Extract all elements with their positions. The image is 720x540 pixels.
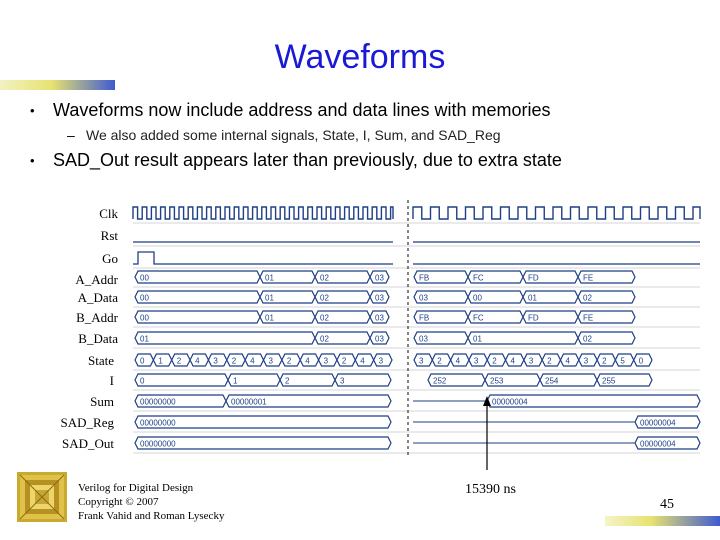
- title-accent-bar: [0, 80, 115, 90]
- state-value: 0: [638, 356, 644, 366]
- state-value: 2: [547, 356, 552, 366]
- signal-label-go: Go: [102, 251, 118, 266]
- state-value: 3: [268, 356, 273, 366]
- signal-label-sum: Sum: [90, 394, 114, 409]
- a-data-value: 00: [473, 293, 482, 303]
- b-data-value: 02: [583, 334, 592, 344]
- state-value: 3: [213, 356, 218, 366]
- state-value: 4: [250, 356, 255, 366]
- b-addr-value: FE: [583, 313, 594, 323]
- state-value: 3: [323, 356, 329, 366]
- b-data-segment: [468, 332, 578, 344]
- a-addr-value: FE: [583, 273, 594, 283]
- bullet-marker: •: [30, 153, 35, 168]
- i-value: 254: [545, 376, 559, 386]
- state-value: 4: [305, 356, 310, 366]
- state-value: 4: [455, 356, 461, 366]
- sum-value: 00000004: [492, 397, 528, 407]
- a-addr-value: 02: [320, 273, 329, 283]
- signal-label-state: State: [88, 353, 114, 368]
- state-value: 3: [473, 356, 479, 366]
- a-data-value: 03: [375, 293, 384, 303]
- clk-waveform: [413, 207, 700, 219]
- state-value: 4: [565, 356, 570, 366]
- signal-label-clk: Clk: [99, 206, 118, 221]
- state-value: 0: [140, 356, 145, 366]
- state-value: 3: [378, 356, 384, 366]
- signal-label-sad-reg: SAD_Reg: [60, 415, 114, 430]
- b-data-value: 03: [375, 334, 384, 344]
- a-addr-value: FB: [419, 273, 430, 283]
- b-addr-value: 03: [375, 313, 384, 323]
- state-value: 2: [231, 356, 237, 366]
- a-data-segment: [135, 291, 260, 303]
- b-addr-value: FB: [419, 313, 430, 323]
- signal-label-rst: Rst: [100, 228, 118, 243]
- a-addr-value: FD: [528, 273, 539, 283]
- page-number: 45: [660, 497, 674, 512]
- digital-design-logo: [17, 472, 67, 522]
- b-addr-value: 02: [320, 313, 329, 323]
- signal-label-i: I: [109, 373, 114, 388]
- a-addr-value: 01: [265, 273, 274, 283]
- go-waveform: [133, 252, 393, 264]
- a-addr-segment: [135, 271, 260, 283]
- a-data-value: 03: [419, 293, 428, 303]
- signal-label-a-data: A_Data: [77, 290, 118, 305]
- a-addr-value: FC: [473, 273, 484, 283]
- b-data-value: 01: [140, 334, 149, 344]
- state-value: 1: [158, 356, 163, 366]
- b-addr-segment: [135, 311, 260, 323]
- bullet-text-2: SAD_Out result appears later than previously, due to extra state: [53, 150, 562, 170]
- a-addr-value: 03: [375, 273, 384, 283]
- bullet-text-1: Waveforms now include address and data lines with memories: [53, 100, 551, 120]
- footer-line-1: Verilog for Digital Design: [78, 482, 194, 494]
- signal-label-b-data: B_Data: [78, 331, 118, 346]
- b-addr-value: FC: [473, 313, 484, 323]
- i-value: 255: [602, 376, 616, 386]
- state-value: 2: [341, 356, 347, 366]
- sad-reg-value: 00000000: [140, 418, 176, 428]
- i-value: 3: [340, 376, 345, 386]
- state-value: 2: [602, 356, 607, 366]
- state-value: 3: [419, 356, 424, 366]
- b-addr-value: 01: [265, 313, 274, 323]
- sub-bullet-dash: –: [67, 127, 75, 143]
- state-value: 2: [176, 356, 182, 366]
- i-value: 1: [233, 376, 238, 386]
- state-value: 3: [528, 356, 534, 366]
- corner-accent-bar: [605, 516, 720, 526]
- a-data-value: 01: [528, 293, 537, 303]
- a-data-value: 01: [265, 293, 274, 303]
- waveform-panel: [0, 195, 720, 495]
- i-value: 252: [433, 376, 447, 386]
- signal-label-sad-out: SAD_Out: [61, 436, 114, 451]
- state-value: 5: [620, 356, 625, 366]
- a-addr-value: 00: [140, 273, 149, 283]
- a-data-value: 00: [140, 293, 149, 303]
- clk-waveform: [133, 207, 393, 219]
- sum-value: 00000000: [140, 397, 176, 407]
- b-data-segment: [135, 332, 315, 344]
- state-value: 2: [437, 356, 442, 366]
- sad-reg-value: 00000004: [640, 418, 676, 428]
- sad-out-value: 00000000: [140, 439, 176, 449]
- b-addr-value: FD: [528, 313, 539, 323]
- footer-line-3: Frank Vahid and Roman Lysecky: [78, 510, 225, 522]
- i-value: 2: [285, 376, 290, 386]
- state-value: 3: [583, 356, 589, 366]
- signal-label-b-addr: B_Addr: [76, 310, 118, 325]
- i-value: 0: [140, 376, 145, 386]
- sad-out-value: 00000004: [640, 439, 676, 449]
- state-value: 2: [286, 356, 292, 366]
- state-value: 4: [195, 356, 200, 366]
- b-data-value: 01: [473, 334, 482, 344]
- signal-label-a-addr: A_Addr: [75, 272, 118, 287]
- b-addr-value: 00: [140, 313, 149, 323]
- sum-value: 00000001: [231, 397, 267, 407]
- a-data-value: 02: [320, 293, 329, 303]
- state-value: 4: [510, 356, 515, 366]
- i-segment: [135, 374, 228, 386]
- a-data-value: 02: [583, 293, 592, 303]
- slide-title: Waveforms: [274, 38, 446, 76]
- footer-line-2: Copyright © 2007: [78, 496, 159, 508]
- bullet-marker: •: [30, 103, 35, 118]
- sub-bullet-text: We also added some internal signals, State, I, Sum, and SAD_Reg: [86, 127, 501, 143]
- b-data-value: 02: [320, 334, 329, 344]
- state-value: 2: [492, 356, 497, 366]
- time-marker-label: 15390 ns: [465, 482, 516, 497]
- b-data-value: 03: [419, 334, 428, 344]
- state-value: 4: [360, 356, 365, 366]
- i-value: 253: [490, 376, 504, 386]
